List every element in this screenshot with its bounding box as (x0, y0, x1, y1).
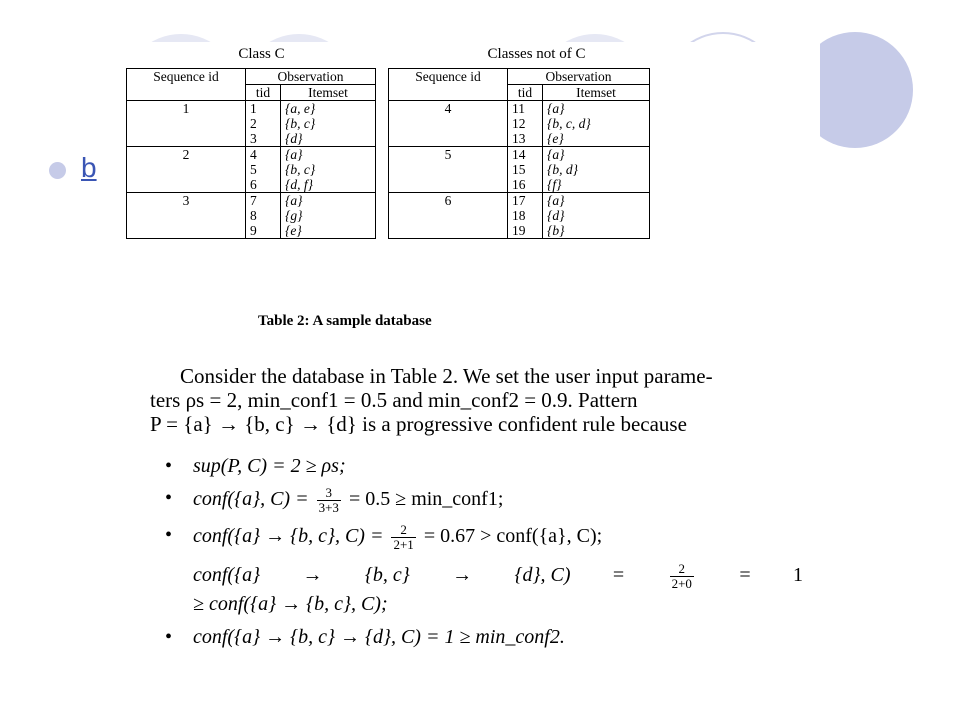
itemset-header: Itemset (543, 85, 650, 101)
itemset-header: Itemset (281, 85, 376, 101)
list-item: • sup(P, C) = 2 ≥ ρs; (165, 455, 346, 477)
table-row: 6 17 18 19 {a} {d} {b} (389, 193, 650, 239)
tid-header: tid (508, 85, 543, 101)
observation-header: Observation (246, 69, 376, 85)
list-item-continuation: conf({a} → {b, c} → {d}, C) = $\frac{2}{2+0}$ = 1 ≥ conf({a} → {b, c}, C); (193, 561, 803, 615)
sequence-id-header: Sequence id (389, 69, 508, 101)
bullet-link[interactable]: b (81, 152, 97, 183)
tid-header: tid (246, 85, 281, 101)
list-item: • conf({a} → {b, c}, C) = $\frac{2}{2+1}$ = 0.67 > conf({a}, C); (165, 522, 603, 552)
bullet-list (165, 454, 825, 657)
bullet-dot-icon (49, 162, 66, 179)
table-caption: Table 2: A sample database (258, 313, 432, 329)
list-item: • conf({a} → {b, c} → {d}, C) = 1 ≥ min_conf2. (165, 626, 565, 648)
table-row: 3 7 8 9 {a} {g} {e} (127, 193, 376, 239)
not-class-c-table (388, 68, 650, 239)
left-table-caption: Class C (190, 46, 333, 63)
class-c-table (126, 68, 376, 239)
table-row: 1 1 2 3 {a, e} {b, c} {d} (127, 101, 376, 147)
table-row: 2 4 5 6 {a} {b, c} {d, f} (127, 147, 376, 193)
scanned-figure (120, 42, 820, 662)
right-table-caption: Classes not of C (440, 46, 633, 63)
table-row: 4 11 12 13 {a} {b, c, d} {e} (389, 101, 650, 147)
list-item: • conf({a}, C) = $\frac{3}{3+3}$ = 0.5 ≥ min_conf1; (165, 485, 504, 515)
body-paragraph: Consider the database in Table 2. We set the user input parame- ters ρs = 2, min_conf1 = 0.5 and min_conf2 = 0.9. Pattern P = {a} → {b, c} → {d} is a progressive confident rule because (150, 364, 713, 436)
sequence-id-header: Sequence id (127, 69, 246, 101)
observation-header: Observation (508, 69, 650, 85)
table-row: 5 14 15 16 {a} {b, d} {f} (389, 147, 650, 193)
